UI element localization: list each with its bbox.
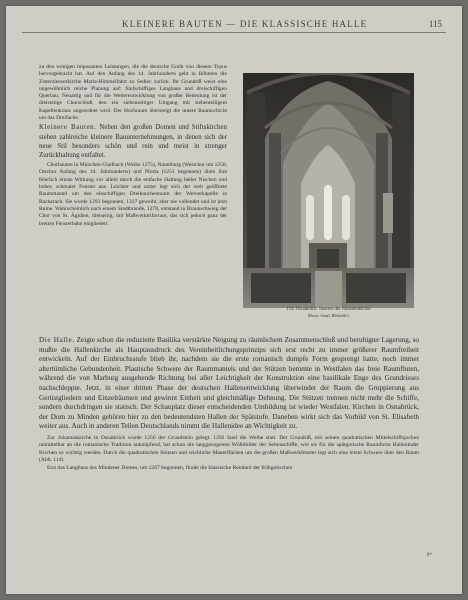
caption-title: 114. Osnabrück. Inneres der Johanniskirche [286, 307, 371, 312]
figure-caption [243, 307, 414, 319]
paragraph-chorbauten: Chorbauten in München-Gladbach (Weihe 1275), Naumburg (Westchor um 1250, Ostchor Anfang des 14. Jahrhunderts) und Pforta (1251 begonnen) üben ihre feierlich ernste Wirkung vor allem durch die einfache Haltung heller Nischen und hoher, schmaler Fenster aus. Leichter und zarter legt sich der weit geöffnete Raummantel um den einschiffigen Dreikonchenraum der Wernerkapelle in Bacharach. Sie wurde 1293 begonnen, 1337 geweiht, aber nie vollendet und ist jetzt Ruine. Wahrscheinlich nach einem Stadtbrande, 1278, entstand in Braunschweig der Chor von St. Ägidien, dreiseitig, mit Maßwerktriforium, das sich jedoch ganz der breiten Fensterbahn eingliedert. [39, 162, 227, 227]
section-heading-kleinere-bauten: Kleinere Bauten. [39, 124, 97, 132]
paragraph-mindener-dom: Erst das Langhaus des Mindener Domes, um 1267 begonnen, findet die klassische Reinheit der frühgotischen [47, 465, 293, 472]
section-heading-die-halle: Die Halle. [39, 336, 75, 344]
printer-signature: 8* [427, 553, 432, 558]
left-text-column [39, 64, 227, 228]
paragraph-die-halle [39, 336, 419, 432]
die-halle-text: Zeigte schon die reduzierte Basilika verstärkte Neigung zu räumlichem Zusammenschluß und beruhigter Lagerung, so mußte die Hallenkirche als Hauptausdruck des Vereinheitlichungsprinzips sich erst recht zu immer größerer Raumfreiheit entwickeln. Auf der Einbruchsstufe blieb ihr, nachdem sie die erste romanisch dumpfe Form gesprengt hatte, noch immer altertümliche Gebundenheit. Plastische Schwere der Raummantels und der Stützen hemmte in Westfalen das freie Raumfluten, während die von Marburg ausgehende Richtung bei aller Leichtigkeit der Konstruktion eine basilikale Enge des Grundrisses nachschleppte. Jetzt, in einer dritten Phase der deutschen Hallenentwicklung überwindet der Raum die Gruppierung aus Gerüstgliedern und Einzelräumen und gewinnt Einheit und gleichmäßige Dehnung. Die Stützen trennen nicht mehr die Schiffe, sondern durchdringen sie statisch. Der Schauplatz dieser entscheidenden Umbildung ist wieder Westfalen. Kirchen in Osnabrück, der Dom zu Minden gehören hier zu den bedeutendsten Hallen der Spätstufe. Daneben wirkt sich das Vorbild von St. Elisabeth weiter aus. Auch in anderen Teilen Deutschlands nimmt die Hallenidee an Wichtigkeit zu. [39, 336, 419, 431]
church-interior-photo [243, 73, 414, 308]
paragraph-johanniskirche: Zur Johanniskirche in Osnabrück wurde 1256 der Grundstein gelegt. 1292 fand die Weihe statt. Der Grundriß, mit seinen quadratischen Mittelschiffsjochen unmittelbar an die romanische Tradition anknüpfend, hat schon die langgezogenen Wölbfelder der Seitenschiffe, wie sie für die spätgotische Raumform Halleninder Kirchen so wichtig werden. Durch die quadratischen Stützen und reichliche Mauerflächen um die großen Maßwerkfenster legt sich eine letzte Schwere über den Raum (Abb. 114). [39, 434, 419, 463]
running-header [22, 18, 446, 33]
running-title: KLEINERE BAUTEN — DIE KLASSISCHE HALLE [122, 19, 368, 29]
main-text-block [39, 336, 419, 472]
kleinere-bauten-text: Neben den großen Domen und Stiftskirchen stehen zahlreiche kleinere Bauunternehmungen, in denen sich der neue Stil besonders schön und rein und meist in strenger Zurückhaltung entfaltet. [39, 124, 227, 159]
paragraph-kleinere-bauten [39, 123, 227, 160]
caption-credit: (Photo: Staatl. Bildstelle.) [307, 313, 350, 318]
paragraph-sedlec: zu den wenigen imposanten Leistungen, die die deutsche Gotik von diesem Typus hervorgebracht hat. Auf den Anfang des 14. Jahrhunderts geht in Böhmen die Zisterzienserkirche Maria-Himmelfahrt zu Sedlec zurück. Ihr Grundriß weist eine ungewöhnlich reiche Planung auf: fünfschiffiges Langhaus und dreischiffigen Querbau. Neuartig und für die Weiterentwicklung von großer Bedeutung ist der dreiseitige Chorschluß, den ein siebenseitiger Umgang mit siebenteiligem Kapellenkranz angeordnet wird. Der Hochraum übersteigt die untere Raumschicht um das Dreifache. [39, 64, 227, 122]
book-page [6, 6, 462, 594]
page-number: 115 [428, 19, 442, 29]
figure-114 [243, 73, 414, 316]
church-interior-image [243, 73, 414, 308]
